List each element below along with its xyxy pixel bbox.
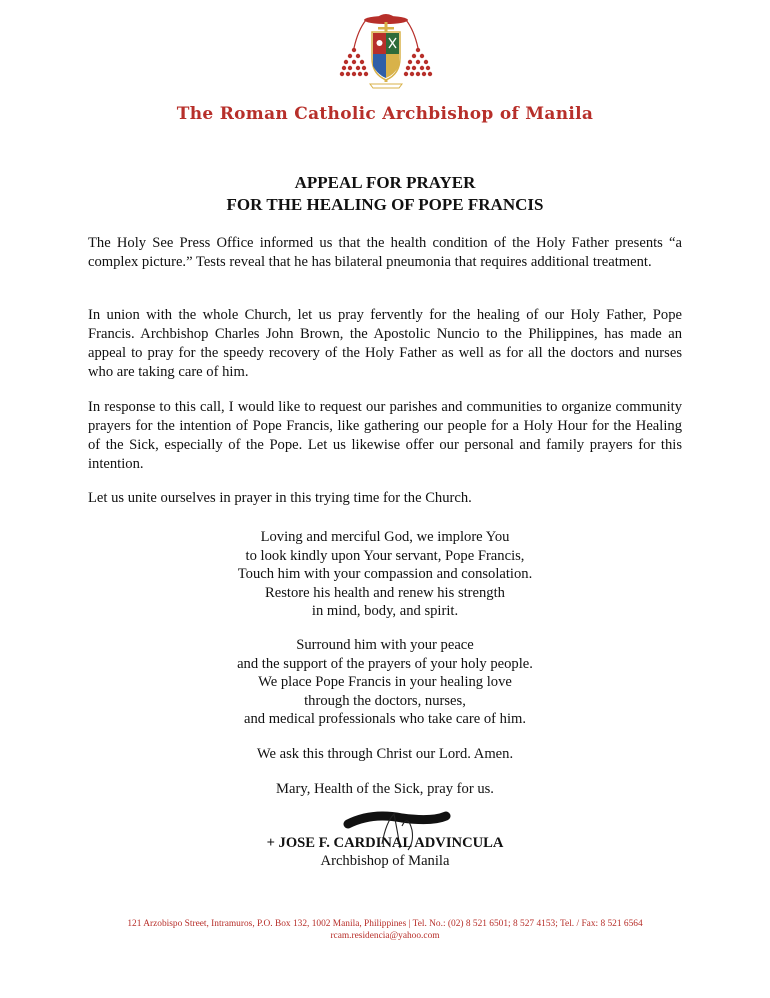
prayer-line: and medical professionals who take care of him.: [243, 711, 527, 728]
prayer-line: and the support of the prayers of your holy people.: [237, 655, 533, 672]
title-line-1: APPEAL FOR PRAYER: [294, 173, 476, 192]
paragraph-4: Let us unite ourselves in prayer in this trying time for the Church.: [88, 490, 472, 506]
prayer-invocation: Mary, Health of the Sick, pray for us.: [276, 781, 494, 797]
prayer-line: Loving and merciful God, we implore You: [260, 529, 510, 545]
prayer-stanza-2: [0, 636, 770, 729]
prayer-stanza-1: [0, 528, 770, 621]
prayer-line: in mind, body, and spirit.: [311, 603, 459, 620]
prayer-line: to look kindly upon Your servant, Pope Francis,: [245, 547, 525, 564]
footer-email: rcam.residencia@yahoo.com: [330, 931, 440, 941]
letterhead-name: The Roman Catholic Archbishop of Manila: [176, 104, 594, 124]
title-line-2: FOR THE HEALING OF POPE FRANCIS: [226, 195, 544, 214]
document-title: [0, 172, 770, 216]
paragraph-2: In union with the whole Church, let us pray fervently for the healing of our Holy Father, Pope Francis. Archbishop Charles John Brown, the Apostolic Nuncio to the Philippines, has made an appeal to pray for the speedy recovery of the Holy Father as well as for all the doctors and nurses who are taking care of him.: [88, 307, 682, 380]
signer-name: + JOSE F. CARDINAL ADVINCULA: [266, 835, 504, 851]
footer-address: 121 Arzobispo Street, Intramuros, P.O. Box 132, 1002 Manila, Philippines | Tel. No.: (02) 8 521 6501; 8 527 4153; Tel. / Fax: 8 521 6564: [127, 919, 643, 929]
prayer-closing: We ask this through Christ our Lord. Amen.: [256, 746, 514, 762]
prayer-line: through the doctors, nurses,: [304, 692, 466, 709]
prayer-line: Surround him with your peace: [296, 637, 474, 653]
signer-title: Archbishop of Manila: [320, 853, 450, 869]
prayer-line: Restore his health and renew his strength: [265, 584, 505, 601]
prayer-line: We place Pope Francis in your healing love: [258, 674, 512, 691]
signer-block: [0, 834, 770, 870]
footer-contact: [0, 918, 770, 942]
coat-of-arms-icon: [336, 8, 436, 98]
paragraph-1: The Holy See Press Office informed us that the health condition of the Holy Father presents “a complex picture.” Tests reveal that he has bilateral pneumonia that requires additional treatment.: [88, 235, 682, 270]
paragraph-3: In response to this call, I would like to request our parishes and communities to organize community prayers for the intention of Pope Francis, like gathering our people for a Holy Hour for the Healing of the Sick, especially of the Pope. Let us likewise offer our personal and family prayers for this intention.: [88, 399, 682, 472]
prayer-line: Touch him with your compassion and consolation.: [237, 566, 533, 583]
